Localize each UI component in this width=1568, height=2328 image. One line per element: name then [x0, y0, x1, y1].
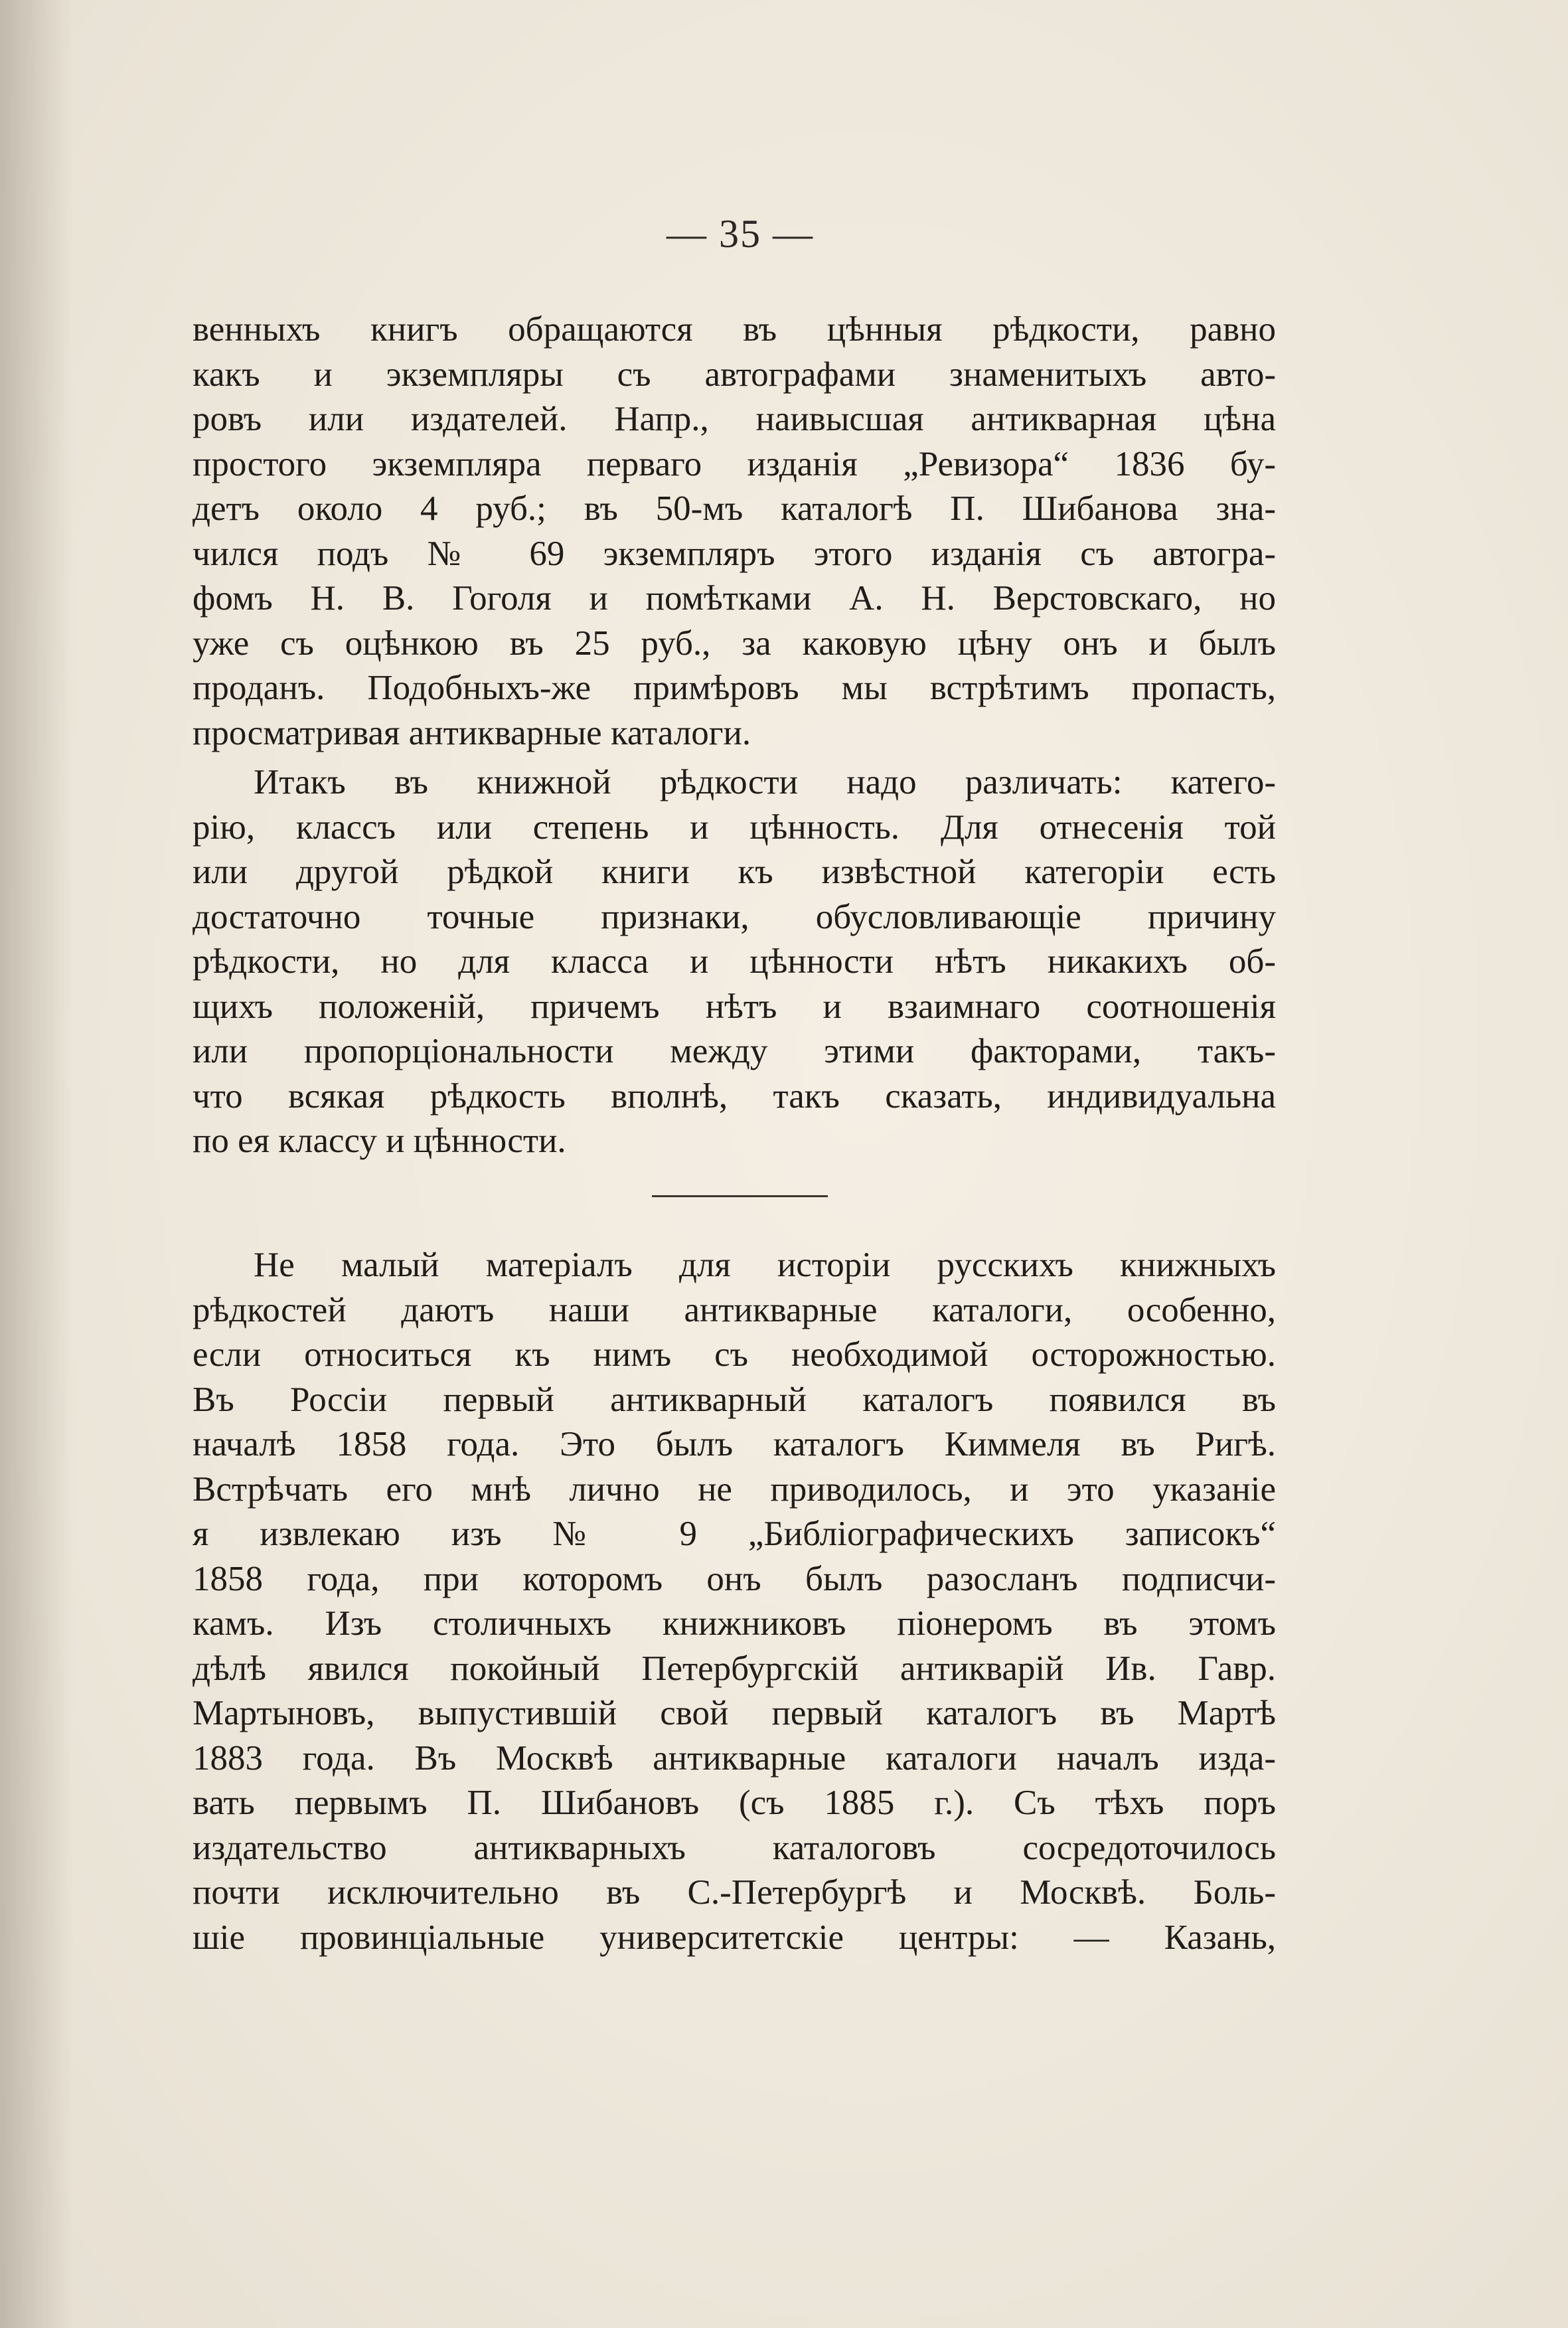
text-line: чился подъ № 69 экземпляръ этого изданія съ автогра-	[193, 534, 1276, 573]
text-line: детъ около 4 руб.; въ 50-мъ каталогѣ П. Шибанова зна-	[193, 489, 1276, 528]
text-line: началѣ 1858 года. Это былъ каталогъ Киммеля въ Ригѣ.	[193, 1425, 1276, 1463]
text-line: Встрѣчать его мнѣ лично не приводилось, и это указаніе	[193, 1469, 1276, 1509]
text-line: просматривая антикварные каталоги.	[193, 713, 751, 752]
text-line: достаточно точные признаки, обусловливающіе причину	[193, 897, 1276, 936]
text-line: рѣдкостей даютъ наши антикварные каталоги, особенно,	[193, 1290, 1276, 1329]
text-line: ровъ или издателей. Напр., наивысшая антикварная цѣна	[193, 400, 1276, 438]
text-line: если относиться къ нимъ съ необходимой осторожностью.	[193, 1335, 1276, 1374]
paragraph-3	[193, 1243, 1276, 1960]
text-line: щихъ положеній, причемъ нѣтъ и взаимнаго соотношенія	[193, 987, 1276, 1026]
page-number: — 35 —	[666, 212, 814, 256]
text-line: Въ Россіи первый антикварный каталогъ появился въ	[193, 1380, 1276, 1419]
section-separator	[652, 1195, 828, 1197]
text-line: вать первымъ П. Шибановъ (съ 1885 г.). Съ тѣхъ поръ	[193, 1784, 1276, 1822]
text-line: камъ. Изъ столичныхъ книжниковъ піонеромъ въ этомъ	[193, 1604, 1276, 1643]
text-line: дѣлѣ явился покойный Петербургскій антикварій Ив. Гавр.	[193, 1649, 1276, 1688]
text-line: Мартыновъ, выпустившій свой первый каталогъ въ Мартѣ	[193, 1694, 1276, 1732]
text-line: какъ и экземпляры съ автографами знаменитыхъ авто-	[193, 355, 1276, 394]
spine-shadow	[0, 0, 73, 2328]
text-line: 1883 года. Въ Москвѣ антикварные каталоги началъ изда-	[193, 1738, 1276, 1778]
text-line: простого экземпляра перваго изданія „Ревизора“ 1836 бу-	[193, 444, 1276, 483]
text-line: Не малый матеріалъ для исторіи русскихъ книжныхъ	[254, 1246, 1276, 1284]
text-line: рѣдкости, но для класса и цѣнности нѣтъ никакихъ об-	[193, 942, 1276, 981]
text-line: фомъ Н. В. Гоголя и помѣтками А. Н. Верстовскаго, но	[193, 579, 1276, 618]
text-line: рію, классъ или степень и цѣнность. Для отнесенія той	[193, 807, 1276, 847]
paragraph-2	[193, 760, 1276, 1164]
text-line: проданъ. Подобныхъ-же примѣровъ мы встрѣтимъ пропасть,	[193, 669, 1276, 707]
text-line: издательство антикварныхъ каталоговъ сосредоточилось	[193, 1828, 1276, 1867]
text-line: уже съ оцѣнкою въ 25 руб., за каковую цѣну онъ и былъ	[193, 624, 1276, 663]
text-line: по ея классу и цѣнности.	[193, 1122, 566, 1160]
text-line: что всякая рѣдкость вполнѣ, такъ сказать, индивидуальна	[193, 1076, 1276, 1116]
text-line: 1858 года, при которомъ онъ былъ разосланъ подписчи-	[193, 1559, 1276, 1598]
text-line: или пропорціональности между этими факторами, такъ-	[193, 1032, 1276, 1070]
text-line: Итакъ въ книжной рѣдкости надо различать: катего-	[254, 763, 1276, 801]
text-line: или другой рѣдкой книги къ извѣстной категоріи есть	[193, 853, 1276, 891]
paragraph-1	[193, 307, 1276, 756]
text-line: почти исключительно въ С.-Петербургѣ и Москвѣ. Боль-	[193, 1873, 1276, 1912]
text-line: я извлекаю изъ № 9 „Библіографическихъ записокъ“	[193, 1515, 1276, 1553]
text-line: шіе провинціальные университетскіе центры: — Казань,	[193, 1918, 1276, 1957]
text-line: венныхъ книгъ обращаются въ цѣнныя рѣдкости, равно	[193, 310, 1276, 349]
